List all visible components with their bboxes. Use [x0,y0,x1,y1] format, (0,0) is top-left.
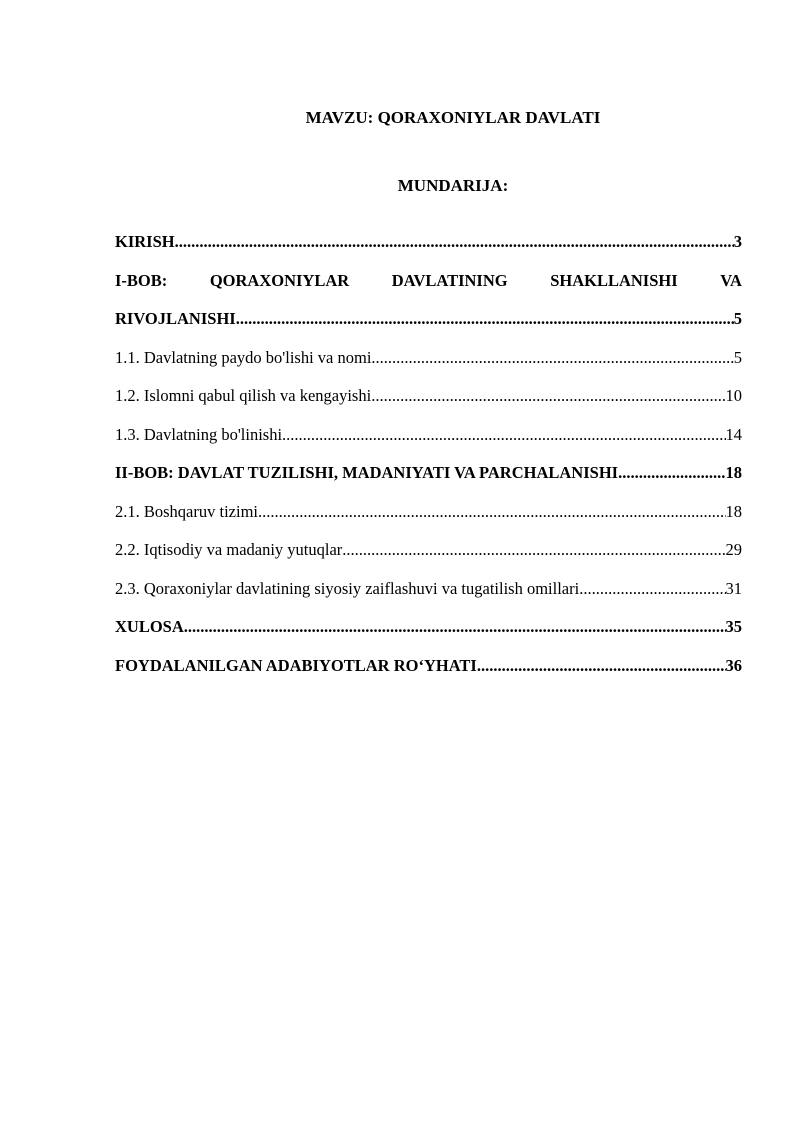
toc-entry-page: 10 [725,386,742,405]
toc-entry-2-3[interactable] [115,579,742,598]
toc-entry-chapter-1[interactable] [115,271,742,329]
toc-entry-page: 35 [725,617,742,636]
toc-leader-dots [175,232,734,251]
toc-leader-dots [236,309,734,328]
toc-chapter-1-word: DAVLATINING [391,270,508,290]
toc-entry-page: 5 [733,309,742,328]
document-title: MAVZU: QORAXONIYLAR DAVLATI [305,108,601,127]
toc-entry-page: 18 [725,463,742,482]
toc-entry-1-3[interactable] [115,425,742,444]
toc-leader-dots [184,617,726,636]
toc-entry-chapter-2[interactable] [115,463,742,482]
toc-heading: MUNDARIJA: [397,176,509,195]
toc-entry-page: 29 [725,540,742,559]
toc-entry-page: 36 [725,655,742,675]
toc-entry-title: 2.3. Qoraxoniylar davlatining siyosiy zaiflashuvi va tugatilish omillari [115,578,580,598]
toc-entry-title: RIVOJLANISHI [115,309,236,328]
toc-entry-title: II-BOB: DAVLAT TUZILISHI, MADANIYATI VA PARCHALANISHI [115,463,619,482]
toc-chapter-1-line-2 [115,309,742,328]
toc-leader-dots [579,579,725,598]
toc-entry-xulosa[interactable] [115,617,742,636]
toc-entry-page: 14 [725,424,742,444]
toc-leader-dots [618,463,725,482]
toc-entry-1-1[interactable] [115,348,742,367]
toc-chapter-1-line-1 [115,271,742,290]
toc-entry-title: 1.1. Davlatning paydo bo'lishi va nomi [115,347,372,367]
toc-entry-title: 2.2. Iqtisodiy va madaniy yutuqlar [115,540,343,559]
toc-entry-page: 5 [733,347,742,367]
toc-entry-1-2[interactable] [115,386,742,405]
toc-entry-title: FOYDALANILGAN ADABIYOTLAR RO‘YHATI [115,655,477,675]
toc-chapter-1-word: QORAXONIYLAR [209,270,350,290]
toc-chapter-1-word: VA [720,270,742,290]
toc-entry-title: 1.3. Davlatning bo'linishi [115,424,283,444]
toc-entry-page: 18 [725,501,742,521]
toc-leader-dots [282,425,725,444]
toc-chapter-1-word: SHAKLLANISHI [550,270,678,290]
toc-entry-bibliography[interactable] [115,656,742,675]
toc-leader-dots [371,348,733,367]
toc-leader-dots [258,502,726,521]
toc-entry-title: KIRISH [115,232,175,251]
toc-entry-kirish[interactable] [115,232,742,251]
toc-entry-title: XULOSA [115,617,184,636]
toc-chapter-1-word: I-BOB: [115,270,168,290]
toc-entry-2-2[interactable] [115,540,742,559]
toc-leader-dots [342,540,725,559]
toc-entry-page: 3 [733,232,742,251]
toc-leader-dots [477,656,726,675]
toc-entry-title: 1.2. Islomni qabul qilish va kengayishi [115,386,372,405]
table-of-contents [115,232,742,694]
toc-leader-dots [371,386,725,405]
toc-entry-title: 2.1. Boshqaruv tizimi [115,501,258,521]
toc-entry-2-1[interactable] [115,502,742,521]
toc-entry-page: 31 [725,578,742,598]
